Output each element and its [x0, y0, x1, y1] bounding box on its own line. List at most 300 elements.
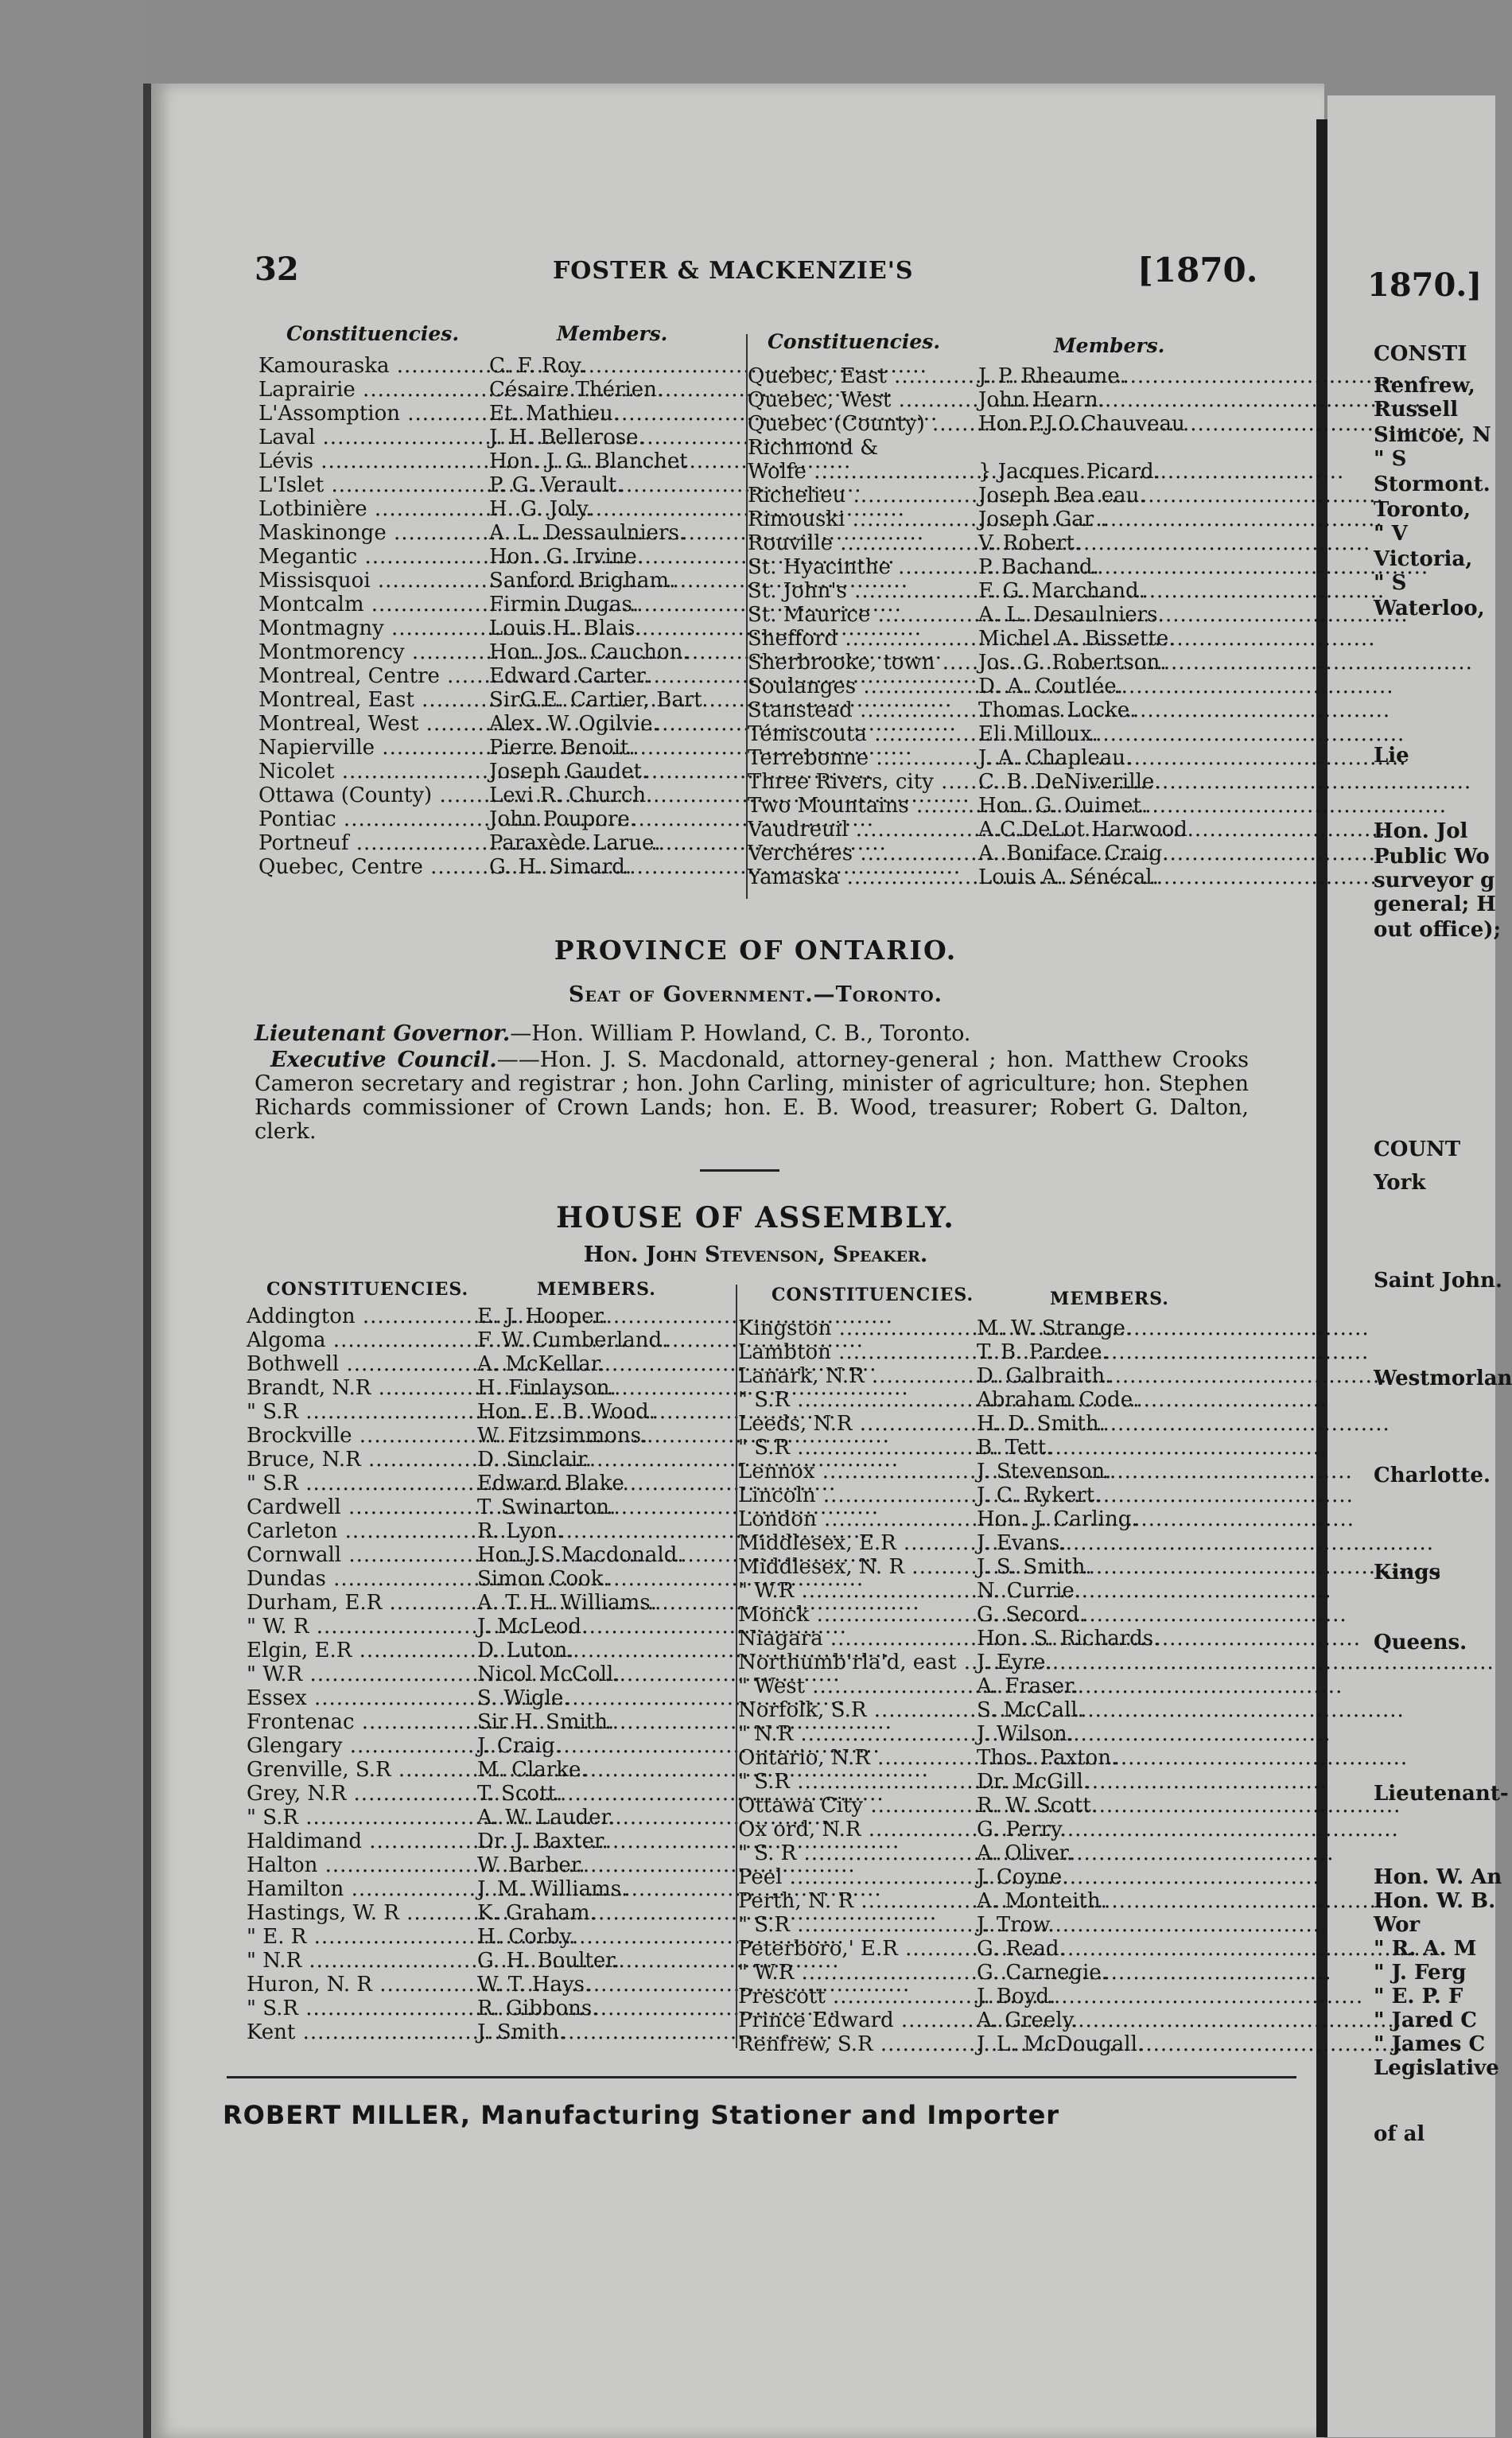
- adjacent-page-line: Lie: [1374, 744, 1409, 768]
- member: F. W. Cumberland.: [477, 1328, 669, 1352]
- executive-council-text: ——Hon. J. S. Macdonald, attorney-general ; hon. Matthew Crooks Cameron secretary and registrar ; hon. John Carling, minister of agriculture; hon. Stephen Richards commissioner of Crown Lands; hon. E. B. Wood, treasurer; Robert G. Dalton, clerk.: [255, 1048, 1249, 1144]
- quebec-right-constituencies-heading: Constituencies.: [768, 330, 941, 353]
- list-item: [738, 1436, 1247, 1460]
- constituency: Terrebonne .....: [748, 746, 978, 770]
- adjacent-page-line: Westmorlan: [1374, 1367, 1512, 1390]
- running-title: FOSTER & MACKENZIE'S: [553, 257, 914, 285]
- member: V. Robert.: [978, 531, 1082, 555]
- list-item: [258, 545, 736, 569]
- member: Sir H. Smith.: [477, 1710, 615, 1734]
- constituency: Elgin, E.R .....: [247, 1639, 477, 1662]
- list-item: [748, 364, 1241, 388]
- adjacent-page-line: Renfrew,: [1374, 374, 1475, 398]
- member: J. C. Rykert.: [977, 1483, 1102, 1507]
- member: A. Fraser.: [977, 1674, 1079, 1698]
- constituency: Leeds, N.R .....: [738, 1412, 977, 1436]
- constituency: Quebec, Centre .....: [258, 855, 489, 879]
- lieutenant-governor-label: Lieutenant Governor.: [255, 1021, 511, 1046]
- constituency: Brandt, N.R .....: [247, 1376, 477, 1400]
- constituency: Kingston .....: [738, 1316, 977, 1340]
- constituency: Pontiac .....: [258, 807, 489, 831]
- member: S. McCall.: [977, 1698, 1084, 1722]
- constituency: Haldimand .....: [247, 1829, 477, 1853]
- constituency: " W.R .....: [247, 1662, 477, 1686]
- member: G. Secord.: [977, 1603, 1086, 1627]
- member: Simon Cook.: [477, 1567, 610, 1591]
- list-item: [738, 1651, 1247, 1674]
- list-item: [738, 1460, 1247, 1483]
- constituency: Prince Edward .....: [738, 2008, 977, 2032]
- list-item: [247, 1710, 732, 1734]
- adjacent-page-line: Kings: [1374, 1561, 1441, 1585]
- adjacent-page-line: Victoria,: [1374, 547, 1473, 571]
- list-item: [748, 770, 1241, 794]
- quebec-right-list: [748, 364, 1241, 889]
- constituency: Norfolk, S.R .....: [738, 1698, 977, 1722]
- constituency: Sherbrooke, town .....: [748, 651, 978, 675]
- constituency: St. Hyacinthe .....: [748, 555, 978, 579]
- member: Dr. McGill.: [977, 1770, 1090, 1794]
- list-item: [247, 1686, 732, 1710]
- member: J. Coyne.: [977, 1865, 1069, 1889]
- member: H. Finlayson.: [477, 1376, 616, 1400]
- member: Michel A. Bissette.: [978, 627, 1176, 651]
- member: Hon.P.J.O.Chauveau: [978, 412, 1185, 436]
- constituency: Megantic .....: [258, 545, 489, 569]
- list-item: [247, 1472, 732, 1495]
- scan-background: [0, 0, 143, 2437]
- member: Edward Blake: [477, 1472, 624, 1495]
- list-item: [738, 1579, 1247, 1603]
- list-item: [258, 712, 736, 736]
- list-item: [258, 426, 736, 449]
- list-item: [748, 746, 1241, 770]
- member: J. Smith.: [477, 2020, 566, 2044]
- list-item: [258, 784, 736, 807]
- constituency: Huron, N. R .....: [247, 1973, 477, 1997]
- adjacent-page-line: COUNT: [1374, 1137, 1461, 1161]
- member: Hon. G. Irvine.: [489, 545, 644, 569]
- assembly-left-constituencies-heading: CONSTITUENCIES.: [266, 1279, 469, 1300]
- quebec-left-constituencies-heading: Constituencies.: [286, 322, 460, 345]
- constituency: Three Rivers, city .....: [748, 770, 978, 794]
- footer-rule: [227, 2076, 1296, 2078]
- constituency: Richelieu .....: [748, 484, 978, 507]
- list-item: [247, 1567, 732, 1591]
- constituency: Shefford .....: [748, 627, 978, 651]
- adjacent-page-line: Wor: [1374, 1913, 1421, 1937]
- constituency: St. John's .....: [748, 579, 978, 603]
- constituency: Algoma .....: [247, 1328, 477, 1352]
- member: N. Currie.: [977, 1579, 1082, 1603]
- member: G. Read.: [977, 1937, 1066, 1961]
- constituency: Renfrew, S.R .....: [738, 2032, 977, 2056]
- list-item: [247, 1829, 732, 1853]
- member: J. P. Rheaume.: [978, 364, 1126, 388]
- adjacent-page-line: CONSTI: [1374, 342, 1467, 366]
- quebec-right-members-heading: Members.: [1054, 334, 1165, 357]
- quebec-left-list: [258, 354, 736, 879]
- constituency: Maskinonge .....: [258, 521, 489, 545]
- list-item: [258, 736, 736, 760]
- constituency: Hamilton .....: [247, 1877, 477, 1901]
- constituency: Dundas .....: [247, 1567, 477, 1591]
- constituency: Ottawa City .....: [738, 1794, 977, 1818]
- member: A. McKellar.: [477, 1352, 605, 1376]
- list-item: [258, 855, 736, 879]
- list-item: [258, 760, 736, 784]
- member: Hon. S. Richards.: [977, 1627, 1160, 1651]
- quebec-left-members-heading: Members.: [557, 322, 668, 345]
- constituency: " S.R .....: [738, 1436, 977, 1460]
- adjacent-page-line: Lieutenant-: [1374, 1782, 1509, 1806]
- ontario-lieutenant-governor: [255, 1022, 1249, 1046]
- constituency: Wolfe .....: [748, 460, 978, 484]
- member: Eli Milloux.: [978, 722, 1098, 746]
- member: K. Graham.: [477, 1901, 597, 1925]
- constituency: Laval .....: [258, 426, 489, 449]
- member: J. Stevenson.: [977, 1460, 1112, 1483]
- list-item: [258, 807, 736, 831]
- constituency: Brockville .....: [247, 1424, 477, 1448]
- list-item: [247, 1400, 732, 1424]
- adjacent-page-line: " R. A. M: [1374, 1937, 1477, 1961]
- constituency: Northumb'rla'd, east .....: [738, 1651, 977, 1674]
- list-item: [748, 865, 1241, 889]
- constituency: Napierville .....: [258, 736, 489, 760]
- member: E. J. Hooper.: [477, 1305, 608, 1328]
- constituency: Quebec (County) .....: [748, 412, 978, 436]
- constituency: Peterboro,' E.R .....: [738, 1937, 977, 1961]
- constituency: Glengary .....: [247, 1734, 477, 1758]
- constituency: Bruce, N.R .....: [247, 1448, 477, 1472]
- adjacent-page-line: Legislative: [1374, 2056, 1499, 2080]
- constituency: L'Assomption .....: [258, 402, 489, 426]
- member: A. Boniface Craig.: [978, 842, 1169, 865]
- assembly-right-constituencies-heading: CONSTITUENCIES.: [772, 1285, 974, 1305]
- constituency: Peel .....: [738, 1865, 977, 1889]
- ontario-title: PROVINCE OF ONTARIO.: [554, 935, 958, 966]
- list-item: [258, 402, 736, 426]
- constituency: Kent .....: [247, 2020, 477, 2044]
- constituency: Rimouski .....: [748, 507, 978, 531]
- adjacent-page-line: " S: [1374, 571, 1407, 595]
- list-item: [258, 664, 736, 688]
- constituency: " S.R .....: [247, 1997, 477, 2020]
- member: A. W. Lauder.: [477, 1806, 616, 1829]
- constituency: Hastings, W. R .....: [247, 1901, 477, 1925]
- constituency: Lotbinière .....: [258, 497, 489, 521]
- constituency: London .....: [738, 1507, 977, 1531]
- list-item: [738, 1961, 1247, 1985]
- member: D. Galbraith.: [977, 1364, 1112, 1388]
- list-item: [247, 1925, 732, 1949]
- list-item: [247, 1376, 732, 1400]
- constituency: Montmorency .....: [258, 640, 489, 664]
- adjacent-page-line: of al: [1374, 2122, 1425, 2146]
- member: J. Evans.: [977, 1531, 1067, 1555]
- member: } Jacques Picard.: [978, 460, 1160, 484]
- list-item: [247, 1543, 732, 1567]
- list-item: [738, 1316, 1247, 1340]
- adjacent-page-line: Toronto,: [1374, 498, 1471, 522]
- list-item: [748, 436, 1241, 460]
- constituency: " E. R .....: [247, 1925, 477, 1949]
- list-item: [258, 473, 736, 497]
- member: J. Trow.: [977, 1913, 1055, 1937]
- constituency: " W.R .....: [738, 1961, 977, 1985]
- member: J. Wilson.: [977, 1722, 1074, 1746]
- constituency: " S.R .....: [247, 1472, 477, 1495]
- list-item: [258, 616, 736, 640]
- member: Nicol McColl.: [477, 1662, 620, 1686]
- executive-council-label: Executive Council.: [270, 1048, 497, 1072]
- member: A. Monteith.: [977, 1889, 1107, 1913]
- constituency: " S.R .....: [738, 1388, 977, 1412]
- member: B. Tett.: [977, 1436, 1053, 1460]
- list-item: [748, 460, 1241, 484]
- list-item: [258, 688, 736, 712]
- member: J. Eyre.: [977, 1651, 1052, 1674]
- list-item: [247, 1448, 732, 1472]
- list-item: [738, 1818, 1247, 1841]
- constituency: Niagara .....: [738, 1627, 977, 1651]
- list-item: [247, 1997, 732, 2020]
- member: J. S. Smith.: [977, 1555, 1092, 1579]
- constituency: Kamouraska .....: [258, 354, 489, 378]
- list-item: [748, 388, 1241, 412]
- member: C. B. DeNiverille.: [978, 770, 1161, 794]
- list-item: [258, 569, 736, 593]
- member: Alex. W. Ogilvie.: [489, 712, 659, 736]
- list-item: [738, 1794, 1247, 1818]
- list-item: [258, 831, 736, 855]
- member: Hon.J.S.Macdonald.: [477, 1543, 684, 1567]
- member: A. T. H. Williams.: [477, 1591, 657, 1615]
- list-item: [748, 412, 1241, 436]
- list-item: [738, 1937, 1247, 1961]
- list-item: [738, 1340, 1247, 1364]
- constituency: Montreal, Centre .....: [258, 664, 489, 688]
- constituency: " N.R .....: [738, 1722, 977, 1746]
- adjacent-page-line: York: [1374, 1171, 1426, 1195]
- list-item: [748, 842, 1241, 865]
- member: T. Swinarton.: [477, 1495, 616, 1519]
- member: R. Gibbons.: [477, 1997, 599, 2020]
- list-item: [247, 1734, 732, 1758]
- constituency: Monck .....: [738, 1603, 977, 1627]
- list-item: [738, 1865, 1247, 1889]
- adjacent-page-line: Simcoe, N: [1374, 423, 1491, 447]
- list-item: [247, 1949, 732, 1973]
- list-item: [748, 818, 1241, 842]
- member: Edward Carter.: [489, 664, 651, 688]
- member: J. H. Bellerose.: [489, 426, 645, 449]
- list-item: [247, 1973, 732, 1997]
- constituency: Ottawa (County) .....: [258, 784, 489, 807]
- list-item: [748, 722, 1241, 746]
- member: P. G. Verault.: [489, 473, 624, 497]
- adjacent-page-line: Hon. W. An: [1374, 1865, 1502, 1889]
- list-item: [738, 1841, 1247, 1865]
- member: W. T. Hays.: [477, 1973, 592, 1997]
- constituency: Montreal, West .....: [258, 712, 489, 736]
- member: H. Corby.: [477, 1925, 576, 1949]
- constituency: Montreal, East .....: [258, 688, 489, 712]
- list-item: [247, 1328, 732, 1352]
- constituency: Quebec, West .....: [748, 388, 978, 412]
- constituency: Témiscouta .....: [748, 722, 978, 746]
- list-item: [738, 1913, 1247, 1937]
- list-item: [738, 1722, 1247, 1746]
- list-item: [738, 1674, 1247, 1698]
- member: Abraham Code.: [977, 1388, 1140, 1412]
- constituency: Vaudreuil .....: [748, 818, 978, 842]
- member: S. Wigle.: [477, 1686, 570, 1710]
- list-item: [738, 1555, 1247, 1579]
- constituency: Yamaska .....: [748, 865, 978, 889]
- member: SirG.E. Cartier, Bart: [489, 688, 702, 712]
- constituency: Nicolet .....: [258, 760, 489, 784]
- member: A. L. Dessaulniers.: [489, 521, 686, 545]
- list-item: [748, 555, 1241, 579]
- list-item: [748, 579, 1241, 603]
- list-item: [247, 1662, 732, 1686]
- constituency: Lincoln .....: [738, 1483, 977, 1507]
- member: R. Lyon.: [477, 1519, 564, 1543]
- member: H. G. Joly.: [489, 497, 593, 521]
- constituency: Montmagny .....: [258, 616, 489, 640]
- member: C. F. Roy.: [489, 354, 585, 378]
- list-item: [748, 675, 1241, 698]
- member: D. Sinclair.: [477, 1448, 592, 1472]
- constituency: Verchéres .....: [748, 842, 978, 865]
- member: Hon. E. B. Wood.: [477, 1400, 655, 1424]
- constituency: Soulanges .....: [748, 675, 978, 698]
- adjacent-page-line: " V: [1374, 522, 1408, 546]
- constituency: Two Mountains .....: [748, 794, 978, 818]
- member: J. Boyd.: [977, 1985, 1056, 2008]
- list-item: [748, 651, 1241, 675]
- member: Et. Mathieu.: [489, 402, 620, 426]
- list-item: [258, 354, 736, 378]
- member: Césaire Thérien.: [489, 378, 664, 402]
- assembly-left-list: [247, 1305, 732, 2044]
- constituency: Ox ord, N.R .....: [738, 1818, 977, 1841]
- member: Joseph Gar .: [978, 507, 1107, 531]
- constituency: Rouville .....: [748, 531, 978, 555]
- member: Jos. G. Robertson.: [978, 651, 1167, 675]
- member: T. Scott.: [477, 1782, 563, 1806]
- page-number: 32: [255, 251, 299, 288]
- list-item: [738, 2008, 1247, 2032]
- adjacent-page-line: " James C: [1374, 2032, 1486, 2056]
- adjacent-page-line: Queens.: [1374, 1631, 1467, 1654]
- list-item: [247, 1758, 732, 1782]
- list-item: [738, 1603, 1247, 1627]
- footer-advertisement: ROBERT MILLER, Manufacturing Stationer and Importer: [223, 2100, 1060, 2130]
- list-item: [247, 1615, 732, 1639]
- constituency: Middlesex, N. R .....: [738, 1555, 977, 1579]
- adjacent-page-line: Waterloo,: [1374, 597, 1485, 620]
- member: Paraxède Larue.: [489, 831, 661, 855]
- member: Hon. J. Carling.: [977, 1507, 1138, 1531]
- list-item: [748, 698, 1241, 722]
- member: A.C.DeLot Harwood: [978, 818, 1187, 842]
- member: A. Greely.: [977, 2008, 1079, 2032]
- constituency: Prescott .....: [738, 1985, 977, 2008]
- member: T. B. Pardee.: [977, 1340, 1109, 1364]
- list-item: [748, 484, 1241, 507]
- list-item: [738, 1531, 1247, 1555]
- member: John Poupore.: [489, 807, 637, 831]
- member: M. W. Strange.: [977, 1316, 1133, 1340]
- list-item: [247, 1853, 732, 1877]
- list-item: [738, 1364, 1247, 1388]
- adjacent-page-line: " Jared C: [1374, 2008, 1477, 2032]
- constituency: Durham, E.R .....: [247, 1591, 477, 1615]
- member: H. D. Smith.: [977, 1412, 1106, 1436]
- constituency: Middlesex, E.R .....: [738, 1531, 977, 1555]
- list-item: [738, 1483, 1247, 1507]
- constituency: " W.R .....: [738, 1579, 977, 1603]
- list-item: [247, 1519, 732, 1543]
- member: G. Carnegie.: [977, 1961, 1108, 1985]
- adjacent-page-line: Hon. Jol: [1374, 819, 1468, 843]
- list-item: [748, 627, 1241, 651]
- list-item: [258, 449, 736, 473]
- member: D. A. Coutlée.: [978, 675, 1123, 698]
- member: W. Barber.: [477, 1853, 585, 1877]
- list-item: [748, 507, 1241, 531]
- constituency: " S. R .....: [738, 1841, 977, 1865]
- list-item: [247, 1782, 732, 1806]
- constituency: Essex .....: [247, 1686, 477, 1710]
- member: Thomas Locke.: [978, 698, 1137, 722]
- page-year: [1870.: [1137, 251, 1258, 290]
- member: John Hearn.: [978, 388, 1105, 412]
- list-item: [748, 794, 1241, 818]
- constituency: Addington .....: [247, 1305, 477, 1328]
- adjacent-page-line: " S: [1374, 447, 1407, 471]
- lieutenant-governor-text: —Hon. William P. Howland, C. B., Toronto.: [510, 1021, 971, 1046]
- list-item: [258, 593, 736, 616]
- list-item: [258, 378, 736, 402]
- member: Levi R. Church.: [489, 784, 653, 807]
- constituency: Lambton .....: [738, 1340, 977, 1364]
- list-item: [247, 1424, 732, 1448]
- ontario-executive-council: [255, 1048, 1249, 1144]
- member: Thos. Paxton.: [977, 1746, 1118, 1770]
- member: Hon. G. Ouimet.: [978, 794, 1149, 818]
- list-item: [258, 640, 736, 664]
- member: Dr. J. Baxter.: [477, 1829, 608, 1853]
- constituency: Lennox .....: [738, 1460, 977, 1483]
- constituency: Quebec, East .....: [748, 364, 978, 388]
- list-item: [247, 1877, 732, 1901]
- member: M. Clarke.: [477, 1758, 588, 1782]
- member: D. Luton.: [477, 1639, 574, 1662]
- member: G. Perry.: [977, 1818, 1067, 1841]
- member: Louis A. Sénécal.: [978, 865, 1159, 889]
- constituency: Stanstead .....: [748, 698, 978, 722]
- list-item: [748, 603, 1241, 627]
- adjacent-page-line: Hon. W. B.: [1374, 1889, 1496, 1913]
- ontario-seat: Seat of Government.—Toronto.: [568, 982, 943, 1007]
- adjacent-page-line: " E. P. F: [1374, 1985, 1463, 2008]
- constituency: Halton .....: [247, 1853, 477, 1877]
- list-item: [738, 1507, 1247, 1531]
